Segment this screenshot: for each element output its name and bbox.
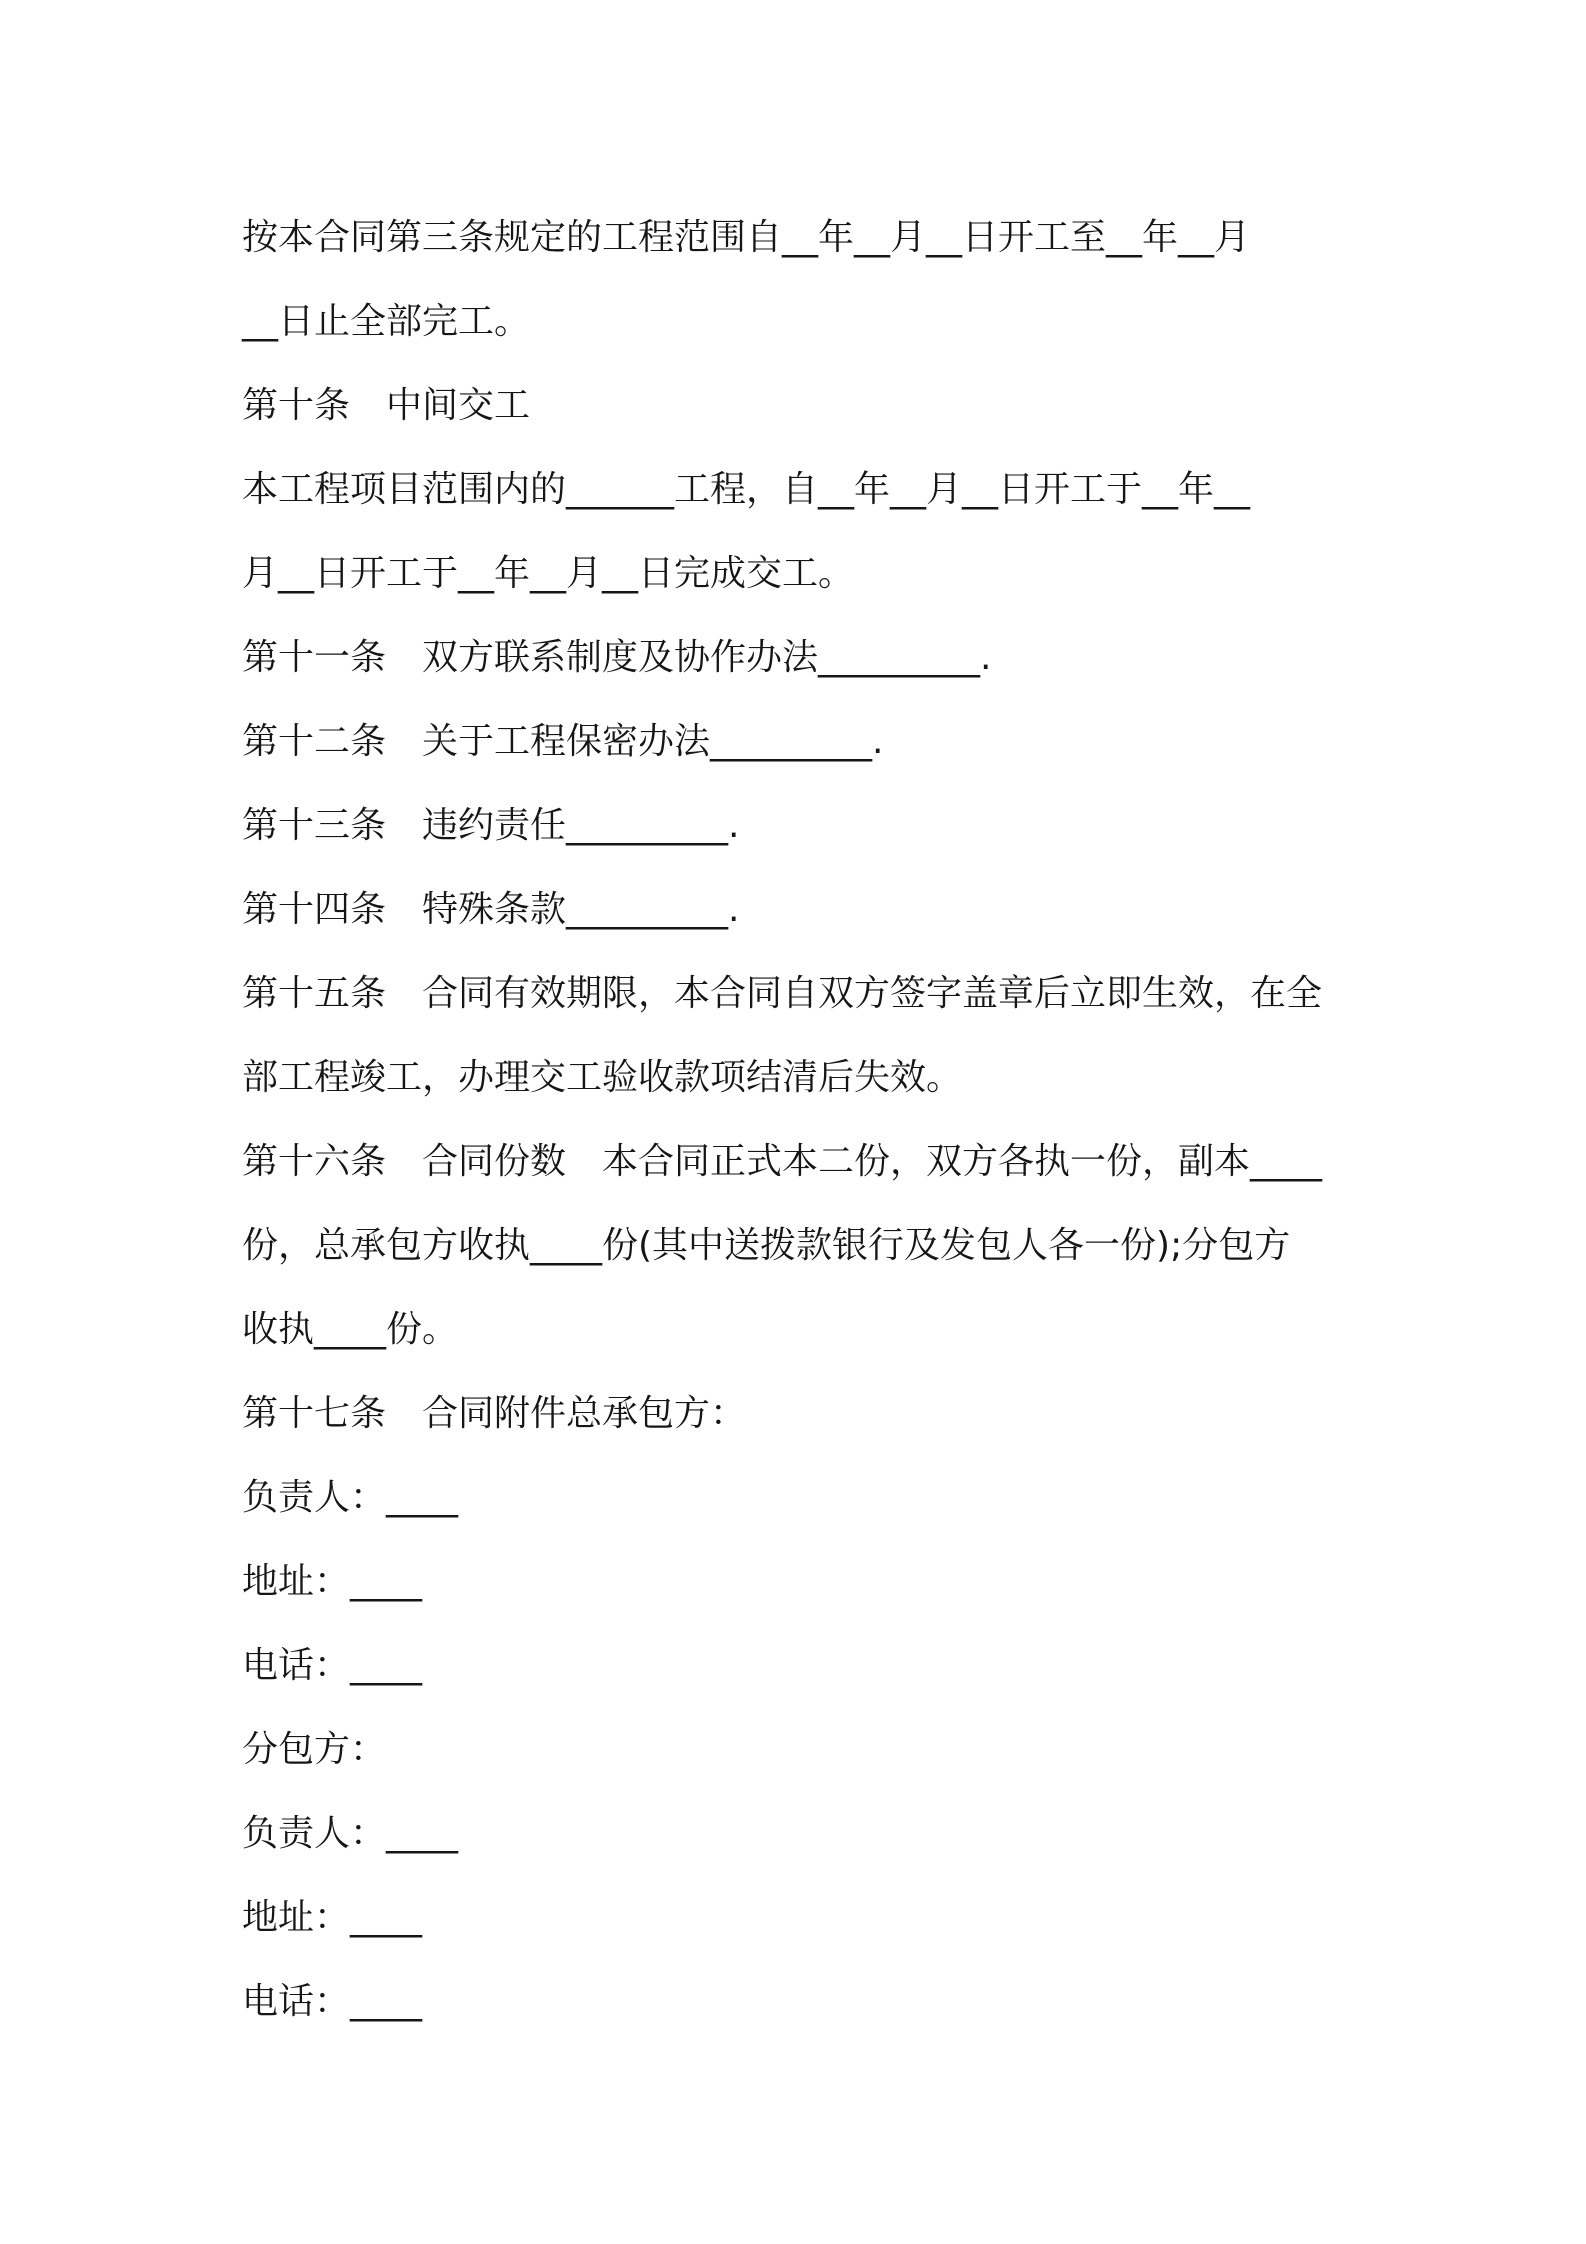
text-line-1: 按本合同第三条规定的工程范围自__年__月__日开工至__年__月 bbox=[242, 217, 1251, 258]
contractor-address: 地址：____ bbox=[242, 1561, 423, 1602]
article-12: 第十二条 关于工程保密办法_________. bbox=[242, 721, 884, 762]
article-15-cont: 部工程竣工，办理交工验收款项结清后失效。 bbox=[242, 1057, 963, 1098]
subcontractor-phone: 电话：____ bbox=[242, 1981, 423, 2022]
article-17: 第十七条 合同附件总承包方： bbox=[242, 1393, 747, 1434]
article-13: 第十三条 违约责任_________. bbox=[242, 805, 740, 846]
text-line-2: __日止全部完工。 bbox=[242, 301, 531, 342]
contractor-phone: 电话：____ bbox=[242, 1645, 423, 1686]
document-body bbox=[242, 196, 1362, 2044]
contractor-responsible-person: 负责人：____ bbox=[242, 1477, 459, 1518]
subcontractor-label: 分包方： bbox=[242, 1729, 387, 1770]
article-16: 第十六条 合同份数 本合同正式本二份，双方各执一份，副本____ bbox=[242, 1141, 1323, 1182]
text-line-5: 月__日开工于__年__月__日完成交工。 bbox=[242, 553, 855, 594]
subcontractor-responsible-person: 负责人：____ bbox=[242, 1813, 459, 1854]
text-line-4: 本工程项目范围内的______工程，自__年__月__日开工于__年__ bbox=[242, 469, 1251, 510]
article-14: 第十四条 特殊条款_________. bbox=[242, 889, 740, 930]
article-10-heading: 第十条 中间交工 bbox=[242, 385, 531, 426]
article-16-cont-2: 收执____份。 bbox=[242, 1309, 459, 1350]
article-11: 第十一条 双方联系制度及协作办法_________. bbox=[242, 637, 992, 678]
article-15: 第十五条 合同有效期限，本合同自双方签字盖章后立即生效，在全 bbox=[242, 973, 1323, 1014]
article-16-cont-1: 份，总承包方收执____份(其中送拨款银行及发包人各一份);分包方 bbox=[242, 1225, 1291, 1266]
subcontractor-address: 地址：____ bbox=[242, 1897, 423, 1938]
